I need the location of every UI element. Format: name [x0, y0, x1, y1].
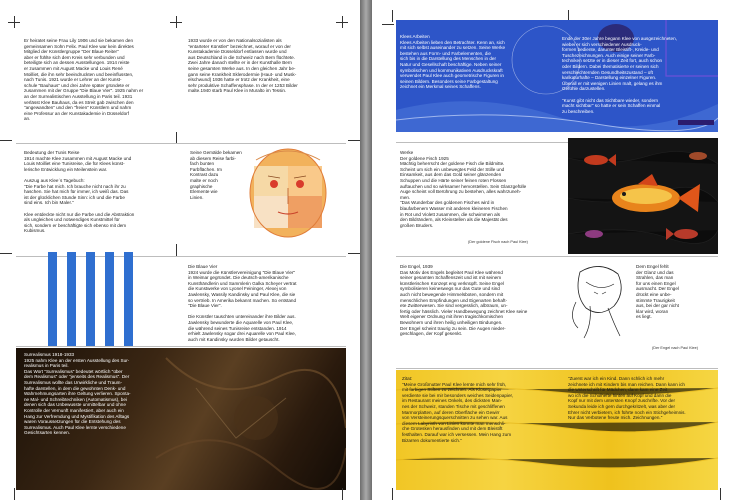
blue-stripe [105, 252, 114, 346]
left-page [0, 0, 360, 500]
tunis-trip-text: Bedeutung der Tunis Reise 1914 machte Klee zusammen mit August Macke und Louis Moilliet eine Tunisreise, die für Klees künst- lerische Entwicklung ein Meilenstein war. Auszug aus Klee´s Tagebuch: "Die Farbe hat mich. Ich brauche nicht nach ihr zu haschen. Sie hat mich für immer, ich weiß das. Das ist der glücklichen Stunde Sinn: ich und die Farbe sind eins. Ich bin Maler." Klee entdeckte nicht nur die Farbe und die Abstraktion als ungleiches und notwendiges Kunstmittel für sich, sondern er beschäftigte sich ebenso mit dem Kubismus. [24, 150, 135, 234]
crop-mark [720, 488, 721, 500]
crop-mark [176, 244, 177, 256]
crop-mark [0, 253, 12, 254]
crop-mark [382, 24, 394, 25]
grid-line [396, 368, 718, 369]
crop-mark [14, 488, 15, 500]
crop-mark [342, 488, 343, 500]
intro-text-col2: 1933 wurde er von den Nationalsozialisten als "entarteter Künstler" bezeichnet, worauf er von der Kunstakademie Düsseldorf entlassen wurde und aus Deutschland in die Schweiz nach Bern flüchtete. Zwei Jahre danach stellte er in der Kunsthalle Bern seine gesamten Werke aus. In den gleichen Jahr be- gann seine Krankheit Sklerodermie (Haut- und Musk- elschwund) 1936 hatte er trotz der Krankheit, eine sehr produktive Schaffensphase. In der er 1253 Bilder malte.1940 starb Paul Klee in Muralto im Tessin. [188, 38, 298, 94]
senecio-painting [248, 146, 328, 240]
crop-mark [342, 16, 343, 28]
grid-line [16, 256, 346, 257]
engel-credit: (Der Engel nach Paul Klee) [652, 346, 699, 350]
crop-mark [392, 488, 393, 500]
crop-mark [348, 253, 360, 254]
fish-caption: (Der goldene Fisch nach Paul Klee) [468, 240, 528, 244]
surrealism-text: Surrealismus 1918-1933 1925 nahm Klee an der ersten Ausstellung des Sur- realismus in Paris teil. Das Wort "Surrealismus" bedeutet wörtlich "über dem Realismus" oder "jenseits des Realismus". Der Surrealismus wollte das Unwirkliche und Traum- hafte darstellen, in dem die gewohnten Denk- und Wahrnehmungsarten ihre Geltung verlieren. Sponta- ne Mal- und Schreibtechniken (Automatismus), bei denen sich das Unbewusste unmittelbar und ohne Kontrolle der Vernunft manifestiert, aber auch ein Hang zur Verfremdung und Mystifikation des Alltags waren Voraussetzungen für die Entstehung des Surrealismus. Auch Paul Klee lernte verschiedene Gesichtsarten kennen. [24, 352, 131, 436]
blue-stripe [67, 252, 76, 346]
crop-mark [14, 16, 15, 28]
grid-line [396, 256, 718, 257]
senecio-caption: Seine Gemälde bekamen ab diesem Reise farbi- fach bunten Farbflächen. Im Kontrast dazu malte er noch graphische Elemente wie Linien. [190, 150, 242, 200]
blue-stripe [124, 252, 133, 346]
intro-text-col1: Er heiratet seine Frau Lily 1906 und sie bekamen den gemeinsamen Sohn Felix. Paul Klee war kein direktes Mitglied der Künstlergruppe "Der Blaue Reiter" aber er fühlte sich dem Kreis sehr verbunden und beteiligte sich an dessen Ausstellungen. 1914 reiste er zusammen mit August Macke und Louis René Moilliet, die ihn sehr beeindruckten und beeinflussten, nach Tunis. 1921 wurde er Lehrer an der Kunst- schule "Bauhaus" und drei Jahre später gründete er zusammen mit der Gruppe "Die Blaue Vier". 1925 nahm er an der Surrealistischen Ausstellung in Paris teil. 1931 verlässt Klee Bauhaus, da es Streit gab zwischen den "angewandten" und den "freien" Künstlern und nahm eine Professur an der Kunstakademie in Düsseldorf an. [24, 38, 144, 122]
grid-line [16, 346, 346, 347]
right-page [372, 0, 733, 500]
senecio-face-icon [248, 146, 328, 240]
blaue-vier-text: Die Blaue Vier 1924 wurde die Künstlervereinigung "Die Blaue Vier" in Weimar gegründet. Die deutsch-amerikanische Kunsthändlerin und Sammlerin Galka Scheyer vertrat die Kunstwerke von Lyonel Feininger, Alexej von Jawlensky, Wassily Kandinsky und Paul Klee, die sie so vertrieb. In Amerika bekannt machen. So entstand "Die Blaue Vier". Die Künstler tauschten untereinander ihre Bilder aus. Jawlensky bewunderte die Aquarelle von Paul Klee, die während seines Tunisreise entstanden. 1914 erhielt Jawlensky sogar drei Aquarelle von Paul Klee, auch mit Kandinsky wurden Bilder getauscht. [188, 264, 297, 342]
golden-fish-painting [568, 138, 718, 254]
crop-mark [348, 140, 360, 141]
crop-mark [0, 140, 12, 141]
crop-mark [392, 10, 393, 22]
late-work-text: Ende der 30er Jahre begann Klee von ausgezeichneten, wiebei er sich verschiedener Ausdruck- formen bediente, darunter Bleistift-, Kreide- und Tuschezeichnungen. Auch einige seiner Farb- techniken setzte er in dieser Zeit fort, auch schon oder Bildern. Dabei thematisierte er seinen sich verschlechternden Gesundheitszustand – oft karikaturhafte – Darstellung einzelner Figuren. Überall er mit wenigen Linien malt, gelang es ihm Gefühle darzustellen. "Kunst gibt nicht das Sichtbare wieder, sondern macht sichtbar" so hatte er sein Schaffen einmal zu beschreiben. [562, 36, 677, 114]
golden-fish-icon [568, 138, 718, 254]
grid-line [16, 143, 346, 144]
engel-text: Die Engel, 1939 Das Motiv des Engels begleitet Paul Klee während seiner gesamten Schaffenszeit und ist mit seinem künstlerischen Konzept eng verknüpft. Seine Engel symbolisieren keineswegs nur das Gute und sind auch nicht bewegende Himmelsboten, sondern mit menschlichen Empfindungen und Eigenarten behaft- ete Zwitterwesen. Sie sind vergesslich, albtraum, un- fertig oder hässlich. Vieler Handbewegung zeichnet Klee seine Welt eigener Ordnung mit ihren tragischkomischen Bewohnern und ihren heilig unheiligen Bindungen. Der Engel scheint traurig zu sein. Die Augen nieder- geschlagen, der Kopf gesenkt. [400, 264, 528, 337]
zitat-left-text: Zitat: "Meine Großmutter Paul Klee lernte mich sehr früh, mit farbigen Stiften zu zeichnen. Als Klosetpapier verdiente sie bei mir besonders weiches Seidenpapier, im Restaurant meines Onkels, des dicksten Man- nes der Schweiz, standen Tische mit geschliffenen Marmorplatten, auf deren Oberfläche ein Gewirr von Versteinerungsquerschnitten zu sehen war. Aus diesem Labyrinth von Linien konnte man menschli- che Grotesken herausfinden und mit dem Bleistift festhalten. Darauf war ich versessen. Mein Hang zum Bizarren dokumentierte sich." [402, 376, 514, 443]
engel-caption: Dem Engel fehlt der Glanz und das Strahlen, das man für uns einen Engel ausmacht. Der Engel drückt eine unbe- stimmte Traurigkeit aus, bei der gar nicht klar wird, woran es liegt. [636, 264, 679, 320]
crop-mark [176, 16, 177, 28]
klee-arbeiten-text: Klees Arbeiten Klees Arbeiten lieben den Betrachter. Kenn an, sich mit sich selbst auseinander zu setzen. Seine Werke bestehen aus Form- und Farbelementen, die sich bis in die Darstellung des Menschen in der Natur und Gesellschaft beschäftige. Neben seiner symbolischen und kommunikativen Ausdruckskraft verwendet Paul Klee auch geometrische Figuren in seinen Bildern. Besonders seine Farbgestaltung zeichnet ein Merkmal seines Schaffens. [400, 34, 506, 90]
angel-icon [570, 262, 630, 342]
zitat-right-text: "Zuerst war ich ein Kind. Dann schlich ich mehr zeichnete ich mit Kindern bis man reichen. Dann kann ich die Unterschrift für Mädchen, dann kam eine Zeit wo ich die Schulhefte hinten auf Kopf und dann die Kopf nur mit dem untersten Knopf zuschrifte. Vor der Sekunda leide ich gern durchgekritzelt, was aber der Ehrer nicht verbietern, ich führte noch ein Stichgeheimnis. Nur das Verbotene freute mich. Zeichnungen." [568, 376, 686, 421]
werke-text: Werke Der goldene Fisch 1925 Mächtig beherrscht der goldene Fisch die Bildmitte. Scheint um sich ein unbewegtes Feld der Stille und Einsamkeit, aus dem das Gold seiner glänzenden Schuppen und die Härte seiner feinen roten Flossen auftauchen und so wirksamer hervorstellen. Sein Glanzgefülle Auge scheint voll Berührung zu bestehen, alles wahrzuneh- men. "Das Wunderbar des goldenen Fisches wird in blaufarbenem Wasser mit anderen kleineren Fischen in Rot und Violett zusammen, die schwimmen als den Bildrändern, als Kleinstellen als die Majestät des großen Bruders. [400, 150, 527, 228]
blue-stripe [86, 252, 95, 346]
page-gutter [360, 0, 372, 500]
angel-drawing [570, 262, 630, 342]
blue-stripe [48, 252, 57, 346]
